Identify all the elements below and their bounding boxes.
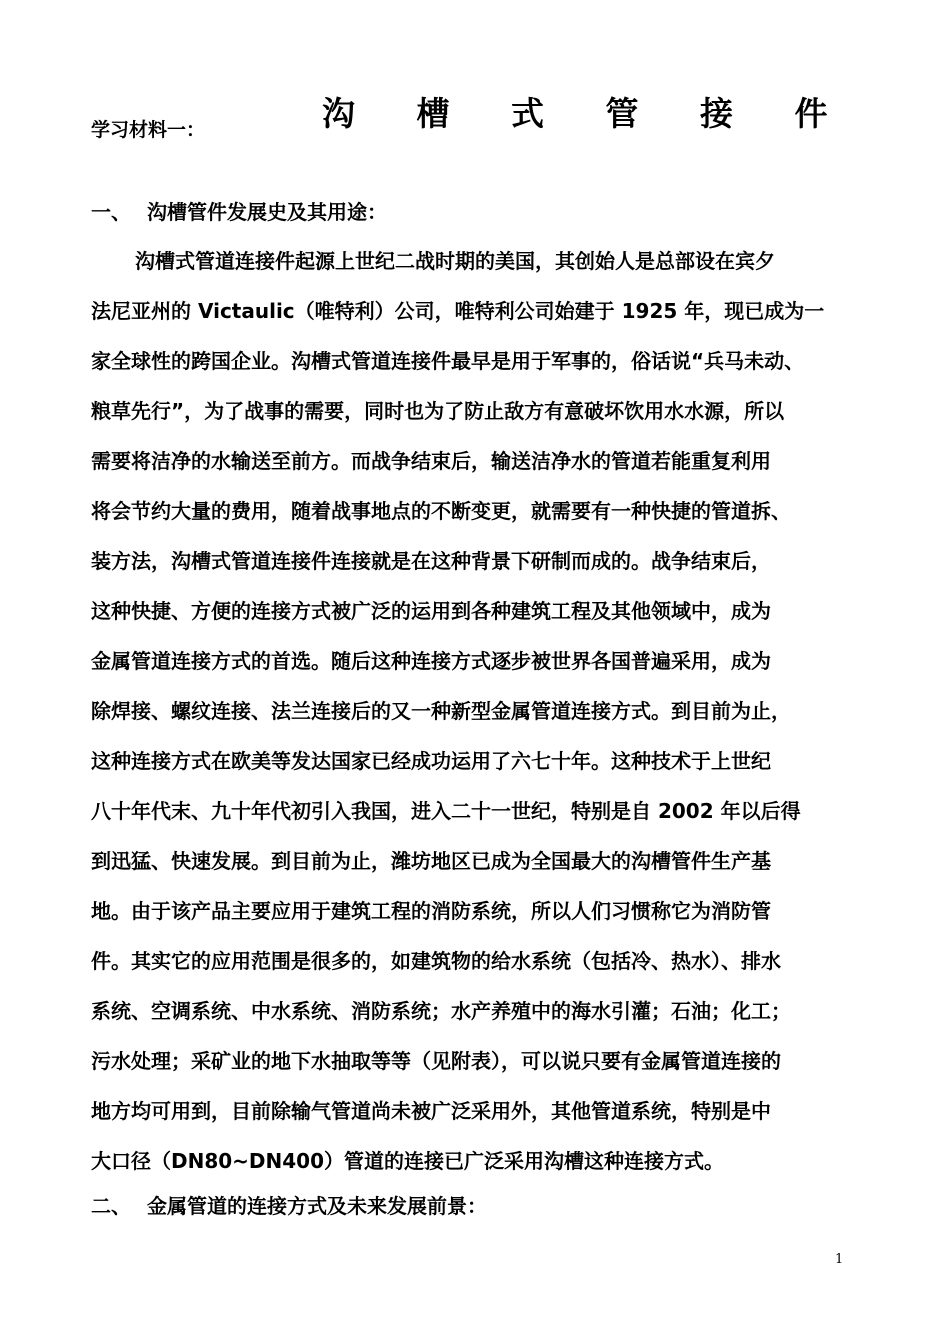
paragraph-line: 法尼亚州的 Victaulic（唯特利）公司，唯特利公司始建于 1925 年，现已成为一	[91, 299, 825, 323]
paragraph-line: 粮草先行”，为了战事的需要，同时也为了防止敌方有意破坏饮用水水源，所以	[91, 399, 785, 423]
page-number: 1	[835, 1252, 844, 1267]
paragraph-line: 家全球性的跨国企业。沟槽式管道连接件最早是用于军事的，俗话说“兵马未动、	[91, 349, 805, 373]
paragraph-line: 到迅猛、快速发展。到目前为止，潍坊地区已成为全国最大的沟槽管件生产基	[91, 849, 771, 873]
material-label: 学习材料一：	[91, 119, 206, 141]
section-1-paragraph	[91, 236, 871, 1186]
paragraph-line: 除焊接、螺纹连接、法兰连接后的又一种新型金属管道连接方式。到目前为止，	[91, 699, 791, 723]
paragraph-line: 装方法，沟槽式管道连接件连接就是在这种背景下研制而成的。战争结束后，	[91, 549, 771, 573]
section-number: 二、	[91, 1194, 131, 1218]
paragraph-line: 系统、空调系统、中水系统、消防系统；水产养殖中的海水引灌；石油；化工；	[91, 999, 791, 1023]
paragraph-line: 将会节约大量的费用，随着战事地点的不断变更，就需要有一种快捷的管道拆、	[91, 499, 791, 523]
paragraph-line: 沟槽式管道连接件起源上世纪二战时期的美国，其创始人是总部设在宾夕	[135, 249, 775, 273]
paragraph-line: 大口径（DN80~DN400）管道的连接已广泛采用沟槽这种连接方式。	[91, 1149, 725, 1173]
paragraph-line: 地。由于该产品主要应用于建筑工程的消防系统，所以人们习惯称它为消防管	[91, 899, 771, 923]
section-title: 金属管道的连接方式及未来发展前景：	[147, 1194, 487, 1218]
document-title: 沟 槽 式 管 接 件	[322, 94, 853, 133]
section-heading-2	[91, 1190, 487, 1219]
paragraph-line: 污水处理；采矿业的地下水抽取等等（见附表），可以说只要有金属管道连接的	[91, 1049, 781, 1073]
section-number: 一、	[91, 200, 131, 224]
paragraph-line: 需要将洁净的水输送至前方。而战争结束后，输送洁净水的管道若能重复利用	[91, 449, 771, 473]
section-heading-1	[91, 196, 387, 225]
paragraph-line: 这种连接方式在欧美等发达国家已经成功运用了六七十年。这种技术于上世纪	[91, 749, 771, 773]
paragraph-line: 件。其实它的应用范围是很多的，如建筑物的给水系统（包括冷、热水）、排水	[91, 949, 781, 973]
paragraph-line: 这种快捷、方便的连接方式被广泛的运用到各种建筑工程及其他领域中，成为	[91, 599, 771, 623]
paragraph-line: 地方均可用到，目前除输气管道尚未被广泛采用外，其他管道系统，特别是中	[91, 1099, 771, 1123]
paragraph-line: 金属管道连接方式的首选。随后这种连接方式逐步被世界各国普遍采用，成为	[91, 649, 771, 673]
section-title: 沟槽管件发展史及其用途：	[147, 200, 387, 224]
paragraph-line: 八十年代末、九十年代初引入我国，进入二十一世纪，特别是自 2002 年以后得	[91, 799, 801, 823]
